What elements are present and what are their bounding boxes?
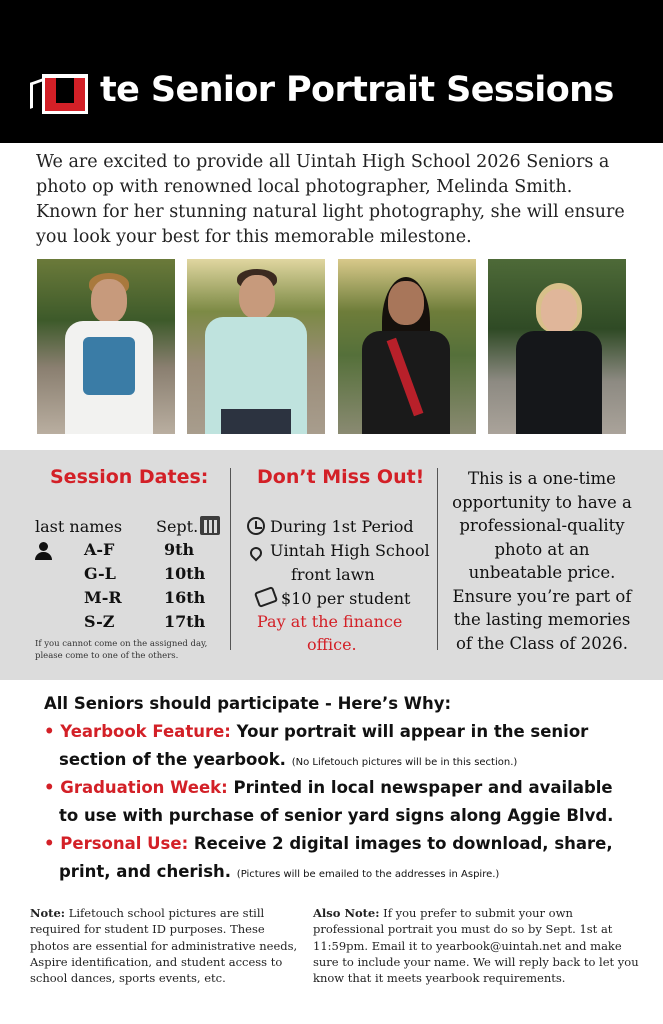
column-divider: [437, 468, 438, 650]
intro-paragraph: We are excited to provide all Uintah High School 2026 Seniors a photo op with renowned local photographer, Melinda Smith. Known for her stunning natural light photography, she will ensure you look your best for this memorable milestone.: [36, 152, 625, 247]
sept-header: Sept.: [156, 517, 199, 536]
last-name-range: S-Z: [84, 612, 115, 631]
senior-photo-3: [338, 259, 476, 434]
logo-u-block: [42, 74, 88, 114]
why-item-yearbook: • Yearbook Feature: Your portrait will appear in the senior: [44, 722, 589, 741]
why-item-label: Personal Use:: [60, 834, 189, 853]
location-line-2: front lawn: [291, 565, 375, 584]
why-item-text: Receive 2 digital images to download, share,: [193, 834, 613, 853]
why-item-label: Graduation Week:: [60, 778, 228, 797]
session-date: 17th: [164, 612, 206, 631]
location-line-1: Uintah High School: [270, 541, 430, 560]
why-item-personal: • Personal Use: Receive 2 digital images to download, share,: [44, 834, 613, 853]
why-item-text: print, and cherish.: [59, 862, 232, 881]
payment-instruction-line-2: office.: [307, 635, 357, 654]
calendar-icon: [200, 516, 220, 535]
submission-note: [313, 905, 643, 986]
reschedule-note: If you cannot come on the assigned day, please come to one of the others.: [35, 639, 208, 661]
header-banner: [0, 0, 663, 143]
senior-photo-1: [37, 259, 175, 434]
why-item-subnote: (No Lifetouch pictures will be in this section.): [291, 757, 518, 768]
why-item-graduation: • Graduation Week: Printed in local newspaper and available: [44, 778, 613, 797]
price: $10 per student: [281, 589, 411, 608]
note-text: Lifetouch school pictures are still required for student ID purposes. These photos are essential for administrative needs, Aspire identification, and student access to school dances, sports events, etc.: [30, 906, 298, 986]
last-name-range: A-F: [84, 540, 115, 559]
note-label: Also Note:: [313, 906, 380, 920]
senior-photo-2: [187, 259, 325, 434]
why-item-text: section of the yearbook.: [59, 750, 286, 769]
why-heading: All Seniors should participate - Here’s Why:: [44, 694, 452, 713]
session-time: During 1st Period: [270, 517, 414, 536]
photo-strip: [37, 259, 627, 434]
senior-photo-4: [488, 259, 626, 434]
why-item-label: Yearbook Feature:: [60, 722, 231, 741]
payment-instruction-line-1: Pay at the finance: [257, 612, 403, 631]
opportunity-text: This is a one-time opportunity to have a professional-quality photo at an unbeatable price. Ensure you’re part of the lasting memories of the Class of 2026.: [452, 469, 632, 653]
session-dates-heading: Session Dates:: [50, 466, 209, 488]
why-item-text: Printed in local newspaper and available: [233, 778, 613, 797]
ute-logo: [30, 74, 98, 118]
clock-icon: [247, 517, 265, 535]
last-names-header: last names: [35, 517, 123, 536]
last-name-range: G-L: [84, 564, 116, 583]
page-title: te Senior Portrait Sessions: [100, 70, 614, 110]
note-text: If you prefer to submit your own professional portrait you must do so by Sept. 1st at 11:59pm. Email it to yearbook@uintah.net and make sure to include your name. We will reply back to let you know that it meets yearbook requirements.: [313, 906, 639, 986]
session-date: 9th: [164, 540, 195, 559]
column-divider: [230, 468, 231, 650]
last-name-range: M-R: [84, 588, 122, 607]
session-date: 10th: [164, 564, 206, 583]
session-date: 16th: [164, 588, 206, 607]
person-icon: [35, 542, 52, 560]
note-label: Note:: [30, 906, 66, 920]
why-item-text: Your portrait will appear in the senior: [236, 722, 589, 741]
lifetouch-note: [30, 905, 300, 986]
why-item-subnote: (Pictures will be emailed to the addresses in Aspire.): [236, 869, 500, 880]
why-item-text: to use with purchase of senior yard signs along Aggie Blvd.: [59, 806, 614, 825]
dont-miss-heading: Don’t Miss Out!: [257, 466, 425, 488]
